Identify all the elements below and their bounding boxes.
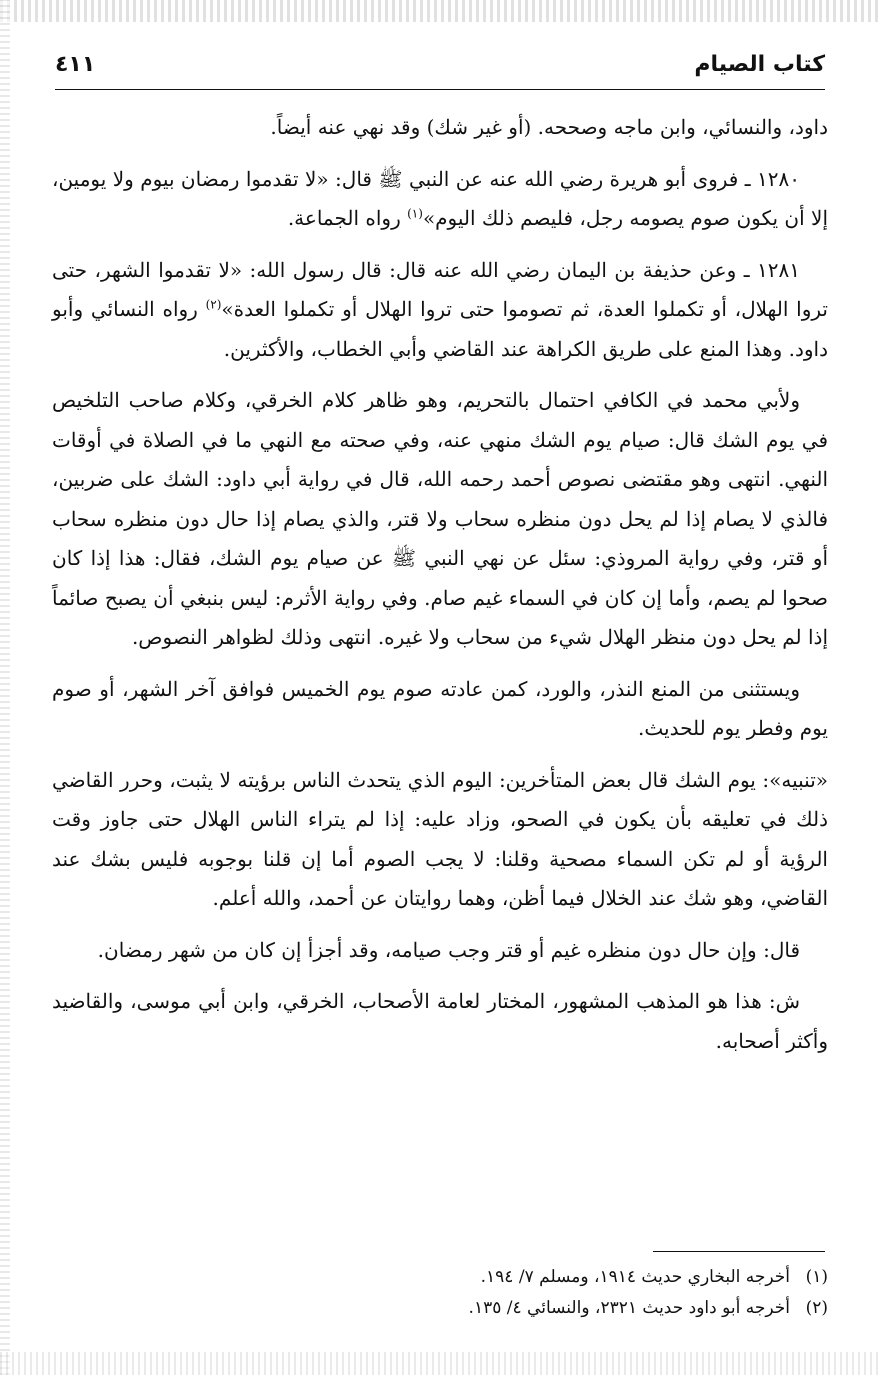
paragraph-sharh-text: ش: هذا هو المذهب المشهور، المختار لعامة الأصحاب، الخرقي، وابن أبي موسى، والقاضيد وأكثر أصحابه. <box>52 989 828 1053</box>
page-header <box>55 48 825 86</box>
footnote-2-text: أخرجه أبو داود حديث ٢٣٢١، والنسائي ٤/ ١٣٥. <box>468 1298 790 1318</box>
footnote-1-number: (١) <box>805 1267 828 1287</box>
footnote-2-number: (٢) <box>805 1298 828 1318</box>
main-text <box>52 108 828 1061</box>
left-edge-scan-artifact <box>0 0 10 1375</box>
paragraph-1-text: داود، والنسائي، وابن ماجه وصححه. (أو غير شك) وقد نهي عنه أيضاً. <box>270 115 828 139</box>
hadith-1280-tail: رواه الجماعة. <box>287 206 408 230</box>
running-title: كتاب الصيام <box>694 52 825 77</box>
bottom-border-ornament <box>0 1352 879 1375</box>
footnote-1-text: أخرجه البخاري حديث ١٩١٤، ومسلم ٧/ ١٩٤. <box>480 1267 790 1287</box>
footnote-divider <box>653 1251 825 1252</box>
footnote-2 <box>52 1293 828 1324</box>
paragraph-5-text: ويستثنى من المنع النذر، والورد، كمن عادته صوم يوم الخميس فوافق آخر الشهر، أو صوم يوم وفطر يوم للحديث. <box>52 676 828 740</box>
page-number: ٤١١ <box>55 52 96 77</box>
paragraph-4-text: ولأبي محمد في الكافي احتمال بالتحريم، وهو ظاهر كلام الخرقي، وكلام صاحب التلخيص في يوم الشك قال: صيام يوم الشك منهي عنه، وفي صحته مع النهي ما في الصلاة في أوقات النهي. انتهى وهو مقتضى نصوص أحمد رحمه الله، قال في رواية أبي داود: الشك على ضربين، فالذي لا يصام إذا لم يحل دون منظره سحاب ولا قتر، والذي يصام إذا حال دون منظره سحاب أو قتر، وفي رواية المروذي: سئل عن نهي النبي ﷺ عن صيام يوم الشك، فقال: هذا إذا كان صحوا لم يصم، وأما إن كان في السماء غيم صام. وفي رواية الأثرم: ليس بنبغي أن يصبح صائماً إذا لم يحل دون منظر الهلال شيء من سحاب ولا غيره. انتهى وذلك لظواهر النصوص. <box>52 388 828 649</box>
footnote-ref-2[interactable]: (٢) <box>205 297 222 312</box>
hadith-1281-tail: رواه النسائي وأبو داود. وهذا المنع على طريق الكراهة عند القاضي وأبي الخطاب، والأكثرين. <box>52 297 828 361</box>
hadith-1281-text: ١٢٨١ ـ وعن حذيفة بن اليمان رضي الله عنه قال: قال رسول الله: «لا تقدموا الشهر، حتى تروا الهلال، أو تكملوا العدة، ثم تصوموا حتى تروا الهلال أو تكملوا العدة» <box>52 257 828 321</box>
paragraph-4 <box>52 381 828 658</box>
footnotes <box>52 1262 828 1324</box>
footnote-ref-1[interactable]: (١) <box>407 206 423 221</box>
paragraph-hadith-1280 <box>52 160 828 239</box>
header-divider <box>55 89 825 90</box>
paragraph-qal-text: قال: وإن حال دون منظره غيم أو قتر وجب صيامه، وقد أجزأ إن كان من شهر رمضان. <box>97 937 800 962</box>
top-border-ornament <box>0 0 879 22</box>
paragraph-tanbih <box>52 761 828 919</box>
paragraph-5 <box>52 670 828 749</box>
paragraph-sharh <box>52 982 828 1061</box>
paragraph-qal <box>52 931 828 971</box>
paragraph-1 <box>52 108 828 148</box>
footnote-1 <box>52 1262 828 1293</box>
paragraph-hadith-1281 <box>52 251 828 370</box>
hadith-1280-text: ١٢٨٠ ـ فروى أبو هريرة رضي الله عنه عن النبي ﷺ قال: «لا تقدموا رمضان بيوم ولا يومين، إلا أن يكون صوم يصومه رجل، فليصم ذلك اليوم» <box>52 166 828 230</box>
paragraph-tanbih-text: «تنبيه»: يوم الشك قال بعض المتأخرين: اليوم الذي يتحدث الناس برؤيته لا يثبت، وحرر القاضي ذلك في تعليقه بأن يكون في الصحو، وزاد عليه: إذا لم يتراء الناس الهلال حتى جاوز وقت الرؤية أو لم تكن السماء مصحية وقلنا: لا يجب الصوم أما إن قلنا بوجوبه فليس بشك عند القاضي، وهو شك عند الخلال فيما أظن، وهما روايتان عن أحمد، والله أعلم. <box>52 767 828 910</box>
